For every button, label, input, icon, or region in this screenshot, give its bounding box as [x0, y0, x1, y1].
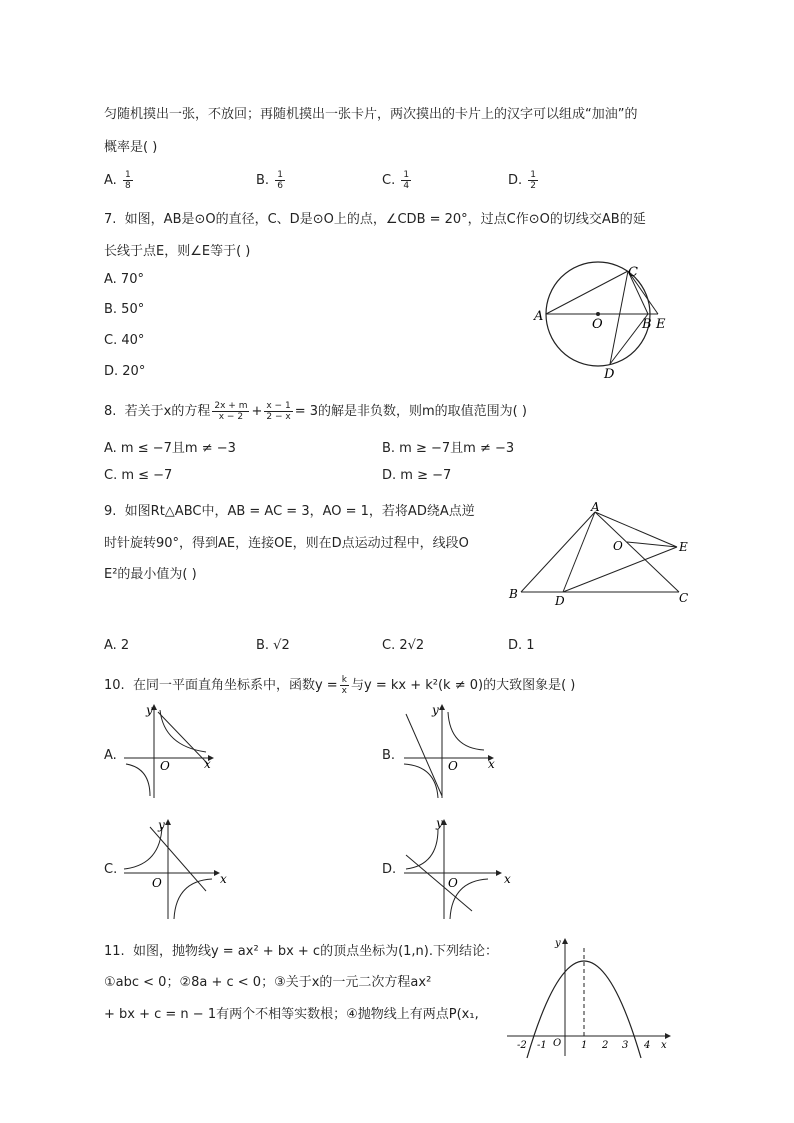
fraction-1: $\frac{2x + m}{x - 2}$ — [214, 401, 248, 422]
svg-text:y: y — [432, 703, 439, 717]
q8-option-d[interactable]: D. m ≥ −7 — [382, 468, 452, 483]
svg-text:y: y — [158, 818, 165, 832]
q6-option-d[interactable]: D. $\frac{1}{2}$ — [508, 170, 537, 191]
line-ad — [563, 512, 595, 592]
label-b: B — [509, 587, 518, 601]
label-a: A — [591, 500, 600, 514]
fraction: $\frac{1}{8}$ — [124, 170, 131, 191]
q7-option-a[interactable]: A. 70° — [104, 272, 144, 287]
q9-option-b[interactable]: B. √2 — [256, 638, 290, 653]
svg-text:x: x — [504, 872, 511, 886]
line-ac — [595, 512, 679, 592]
q8-line: 8. 若关于x的方程 $\frac{2x + m}{x - 2}$ + $\frac{x - 1}{2 - x}$ = 3的解是非负数，则m的取值范围为( ) — [104, 401, 527, 422]
svg-text:y: y — [436, 816, 443, 830]
label-b: B — [642, 317, 652, 332]
q11-number: 11. — [104, 944, 125, 959]
q6-option-b[interactable]: B. $\frac{1}{6}$ — [256, 170, 283, 191]
svg-text:x: x — [488, 757, 495, 771]
label-a: A — [534, 309, 544, 324]
q10-option-d[interactable]: D. — [382, 862, 397, 877]
svg-text:O: O — [152, 876, 162, 890]
tick-3: 3 — [622, 1040, 629, 1051]
q10-graph-b — [400, 702, 500, 802]
q6-line2: 概率是( ) — [104, 140, 158, 155]
tick-neg1: -1 — [537, 1040, 547, 1051]
q7-option-c[interactable]: C. 40° — [104, 333, 145, 348]
svg-text:O: O — [448, 876, 458, 890]
q10-number: 10. — [104, 678, 125, 693]
q10-graph-c — [120, 815, 230, 925]
line-de — [563, 547, 677, 592]
q9-line2: 时针旋转90°，得到AE，连接OE，则在D点运动过程中，线段O — [104, 536, 469, 551]
q8-option-b[interactable]: B. m ≥ −7且m ≠ −3 — [382, 441, 515, 456]
line-ae — [595, 512, 677, 547]
label-c: C — [679, 591, 689, 605]
q6-option-c[interactable]: C. $\frac{1}{4}$ — [382, 170, 410, 191]
label-d: D — [604, 367, 615, 382]
svg-text:x: x — [661, 1040, 667, 1051]
label-d: D — [555, 594, 565, 608]
q10-line: 10. 在同一平面直角坐标系中，函数y = $\frac{k}{x}$ 与y = kx + k²(k ≠ 0)的大致图象是( ) — [104, 675, 576, 696]
q9-number: 9. — [104, 504, 117, 519]
label-e: E — [656, 317, 666, 332]
q9-option-d[interactable]: D. 1 — [508, 638, 535, 653]
svg-text:O: O — [160, 759, 170, 773]
tick-neg2: -2 — [517, 1040, 527, 1051]
q7-option-b[interactable]: B. 50° — [104, 302, 145, 317]
label-c: C — [628, 265, 638, 280]
q10-option-b[interactable]: B. — [382, 748, 396, 763]
tick-origin: O — [553, 1038, 562, 1049]
line-cd — [610, 271, 628, 364]
q10-graph-a — [120, 702, 220, 802]
svg-text:y: y — [146, 703, 153, 717]
svg-text:O: O — [448, 759, 458, 773]
q10-graph-d — [400, 815, 510, 925]
q7-text1: 如图，AB是⊙O的直径，C、D是⊙O上的点，∠CDB = 20°，过点C作⊙O的切线交AB的延 — [124, 212, 646, 227]
fraction: $\frac{1}{6}$ — [277, 170, 283, 191]
q9-option-a[interactable]: A. 2 — [104, 638, 130, 653]
line-ac — [546, 271, 628, 314]
fraction: $\frac{1}{2}$ — [530, 170, 537, 191]
tick-4: 4 — [644, 1040, 651, 1051]
q7-line1 — [104, 208, 646, 227]
q11-line1: 11. 如图，抛物线y = ax² + bx + c的顶点坐标为(1,n).下列结论： — [104, 944, 499, 959]
q9-option-c[interactable]: C. 2√2 — [382, 638, 425, 653]
fraction-2: $\frac{x - 1}{2 - x}$ — [266, 401, 291, 422]
q6-line1: 匀随机摸出一张，不放回；再随机摸出一张卡片，两次摸出的卡片上的汉字可以组成“加油”的 — [104, 107, 638, 122]
svg-text:y: y — [555, 938, 561, 949]
q7-option-d[interactable]: D. 20° — [104, 364, 146, 379]
q11-parabola-figure — [505, 930, 680, 1060]
label-e: E — [679, 540, 688, 554]
tick-2: 2 — [602, 1040, 609, 1051]
label-o: O — [613, 539, 623, 553]
q8-number: 8. — [104, 404, 117, 419]
q8-option-a[interactable]: A. m ≤ −7且m ≠ −3 — [104, 441, 236, 456]
q7-number: 7. — [104, 212, 117, 227]
q11-line3: + bx + c = n − 1有两个不相等实数根；④抛物线上有两点P(x₁, — [104, 1007, 479, 1022]
q7-line2: 长线于点E，则∠E等于( ) — [104, 244, 251, 259]
q9-triangle-figure — [505, 500, 705, 610]
fraction: $\frac{1}{4}$ — [403, 170, 410, 191]
label-o: O — [592, 317, 603, 332]
q8-option-c[interactable]: C. m ≤ −7 — [104, 468, 173, 483]
q10-option-c[interactable]: C. — [104, 862, 118, 877]
q9-line1: 9. 如图Rt△ABC中，AB = AC = 3，AO = 1，若将AD绕A点逆 — [104, 504, 475, 519]
q7-circle-figure — [530, 262, 680, 382]
q11-line2: ①abc < 0；②8a + c < 0；③关于x的一元二次方程ax² — [104, 975, 432, 990]
tick-1: 1 — [581, 1040, 588, 1051]
line-oe — [627, 542, 677, 547]
line-ba — [521, 512, 595, 592]
q6-option-a[interactable]: A. $\frac{1}{8}$ — [104, 170, 131, 191]
q10-option-a[interactable]: A. — [104, 748, 117, 763]
svg-text:x: x — [204, 757, 211, 771]
fraction: $\frac{k}{x}$ — [341, 675, 347, 696]
center-dot — [596, 312, 600, 316]
svg-text:x: x — [220, 872, 227, 886]
q9-line3: E²的最小值为( ) — [104, 567, 197, 582]
